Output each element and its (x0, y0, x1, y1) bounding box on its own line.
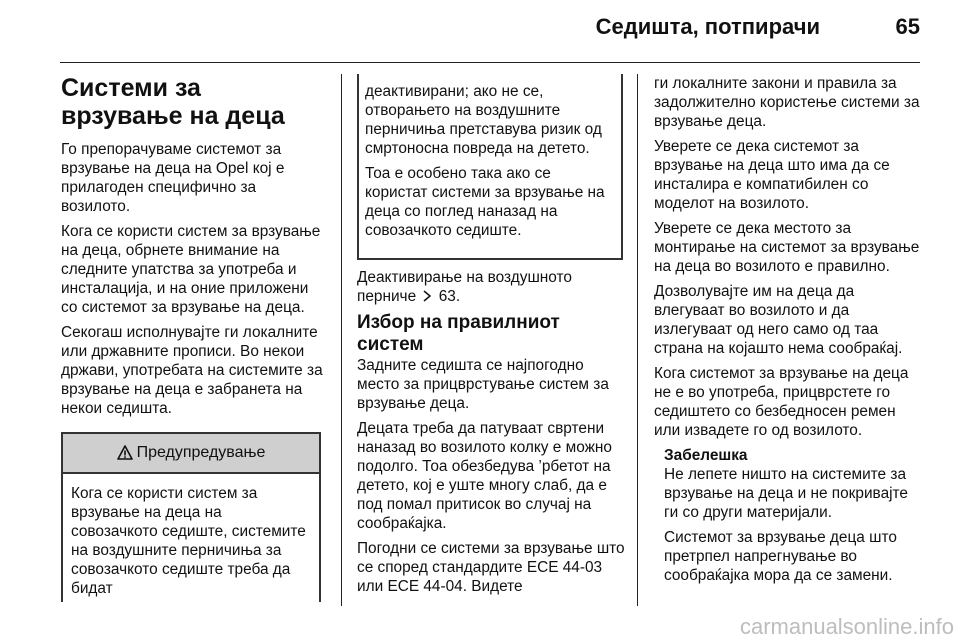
cross-reference (357, 268, 625, 306)
section-heading: Системи за врзување на деца (61, 74, 285, 130)
note-text: Системот за врзување деца што претрпел напрегнување во сообраќајка мора да се замени. (664, 529, 897, 584)
paragraph: Кога се користи систем за врзување на деца, обрнете внимание на следните упатства за употреба и инсталација, и на оние приложени со системот за врзување на деца. (61, 223, 321, 316)
paragraph: Секогаш исполнувајте ги локалните или државните прописи. Во некои држави, употребата на системите за врзување на деца е забранета на некои седишта. (61, 324, 323, 417)
warning-title: Предупредување (136, 444, 266, 461)
paragraph: ги локалните закони и правила за задолжително користење системи за врзување деца. (654, 75, 920, 130)
column-divider (637, 74, 638, 606)
watermark: carmanualsonline.info (739, 614, 954, 639)
warning-text: Тоа е особено така ако се користат системи за врзување на деца со поглед наназад на совозачкото седиште. (365, 165, 605, 239)
note-box (654, 446, 922, 585)
paragraph: Дозволувајте им на деца да влегуваат во возилото и да излегуваат од него само од таа страна на којашто нема сообраќај. (654, 283, 903, 357)
note-text: Не лепете ништо на системите за врзување на деца и не покривајте ги со други материјали. (664, 466, 908, 521)
paragraph: Уверете се дека системот за врзување на деца што има да се инсталира е компатибилен со моделот на возилото. (654, 138, 890, 212)
warning-box (61, 432, 321, 602)
column-divider (341, 74, 342, 606)
warning-header (63, 434, 319, 474)
warning-text: деактивирани; ако не се, отворањето на воздушните перничиња претставува ризик од смртоносна повреда на детето. (365, 83, 602, 157)
column-1 (61, 74, 324, 424)
warning-box-continued (357, 74, 623, 260)
subsection-heading: Избор на правилниот систем (357, 312, 560, 355)
paragraph: Го препорачуваме системот за врзување на деца на Opel кој е прилагоден специфично за возилото. (61, 141, 285, 215)
paragraph: Децата треба да патуваат свртени наназад во возилото колку е можно подолго. Тоа обезбедува ’рбетот на детето, кој е уште многу слаб, да е под помал притисок во случај на сообраќајка. (357, 420, 612, 532)
note-title: Забелешка (664, 447, 748, 464)
cross-reference-text: Деактивирање на воздушното перниче (357, 269, 572, 305)
page-number: 65 (895, 14, 920, 39)
paragraph: Уверете се дека местото за монтирање на системот за врзување на деца во возилото е правилно. (654, 220, 920, 275)
paragraph: Задните седишта се најпогодно место за прицврстување систем за врзување деца. (357, 357, 609, 412)
paragraph: Погодни се системи за врзување што се според стандардите ECE 44-03 или ECE 44-04. Видете (357, 540, 625, 595)
paragraph: Кога системот за врзување на деца не е во употреба, прицврстете го седиштето со безбедносен ремен или извадете го од возилото. (654, 365, 909, 439)
page-reference-icon (422, 290, 432, 302)
page-header (60, 0, 920, 63)
page-header-title: Седишта, потпирачи (595, 14, 820, 39)
column-3 (654, 74, 922, 591)
warning-triangle-icon (117, 445, 133, 461)
warning-text: Кога се користи систем за врзување на деца на совозачкото седиште, системите на воздушните перничиња за совозачкото седиште треба да бидат (71, 485, 306, 597)
column-2 (357, 268, 625, 602)
cross-reference-page: 63. (438, 288, 461, 305)
